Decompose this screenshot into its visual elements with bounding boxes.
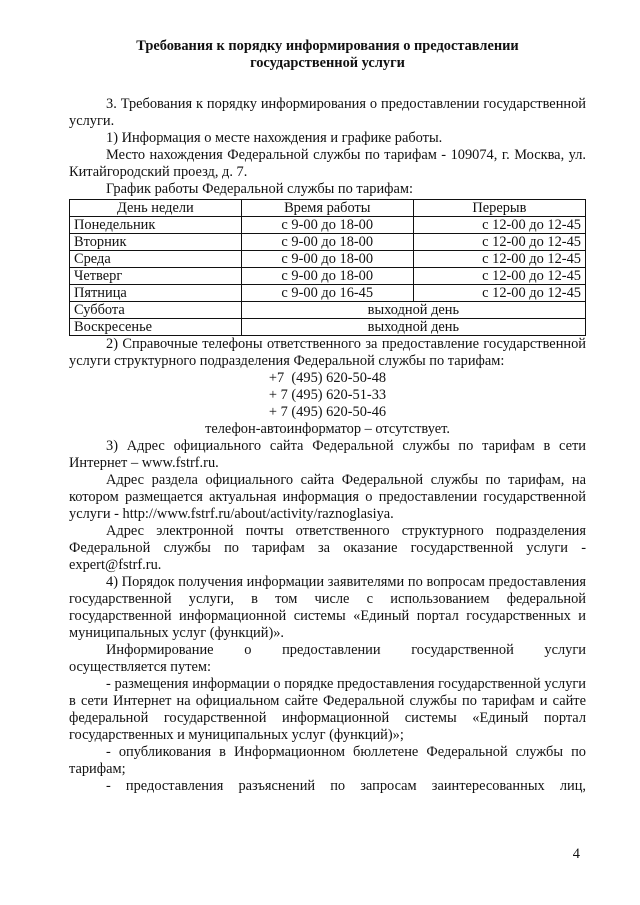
informing-line1: Информирование о предоставлении государственной услуги — [106, 642, 586, 658]
break-cell: с 12-00 до 12-45 — [413, 234, 585, 251]
day-off-cell: выходной день — [241, 302, 585, 319]
bullet-bulletin: - опубликования в Информационном бюллетене Федеральной службы по тарифам; — [69, 744, 586, 777]
schedule-header-row — [70, 200, 586, 217]
day-cell: Суббота — [70, 302, 242, 319]
bullet-website: - размещения информации о порядке предоставления государственной услуги в сети Интернет на официальном сайте Федеральной службы по тарифам и сайте федеральной государственной информационной системы «Единый портал государственных и муниципальных услуг (функций)»; — [69, 676, 586, 743]
break-cell: с 12-00 до 12-45 — [413, 268, 585, 285]
page-number: 4 — [572, 846, 580, 862]
day-cell: Пятница — [70, 285, 242, 302]
table-row — [70, 251, 586, 268]
time-cell: с 9-00 до 18-00 — [241, 251, 413, 268]
document-title-line2: государственной услуги — [250, 55, 405, 71]
day-cell: Вторник — [70, 234, 242, 251]
bullet-clarifications: - предоставления разъяснений по запросам заинтересованных лиц, — [106, 778, 586, 794]
table-row — [70, 285, 586, 302]
table-row — [70, 302, 586, 319]
phone-list — [69, 370, 586, 438]
phone-number: + 7 (495) 620-50-46 — [268, 404, 387, 420]
section-3-intro: 3. Требования к порядку информирования о предоставлении государственной услуги. — [69, 96, 586, 129]
day-cell: Четверг — [70, 268, 242, 285]
table-row — [70, 217, 586, 234]
header-day: День недели — [70, 200, 242, 217]
phones-intro: 2) Справочные телефоны ответственного за предоставление государственной услуги структурного подразделения Федеральной службы по тарифам: — [69, 336, 586, 369]
day-cell: Воскресенье — [70, 319, 242, 336]
document-title-line1: Требования к порядку информирования о предоставлении — [136, 38, 519, 54]
item-4-paragraph: 4) Порядок получения информации заявителями по вопросам предоставления государственной услуги, в том числе с использованием федеральной государственной информационной системы «Единый портал государственных и муниципальных услуг (функций)». — [69, 574, 586, 641]
table-row — [70, 319, 586, 336]
break-cell: с 12-00 до 12-45 — [413, 285, 585, 302]
table-row — [70, 234, 586, 251]
time-cell: с 9-00 до 18-00 — [241, 268, 413, 285]
autoinformer-note: телефон-автоинформатор – отсутствует. — [205, 421, 450, 437]
day-cell: Понедельник — [70, 217, 242, 234]
header-time: Время работы — [241, 200, 413, 217]
website-paragraph: 3) Адрес официального сайта Федеральной службы по тарифам в сети Интернет – www.fstrf.ru. — [69, 438, 586, 471]
time-cell: с 9-00 до 16-45 — [241, 285, 413, 302]
phone-number: + 7 (495) 620-51-33 — [268, 387, 387, 403]
item-1-heading: 1) Информация о месте нахождения и графике работы. — [106, 130, 443, 146]
table-row — [70, 268, 586, 285]
schedule-table — [69, 199, 586, 336]
time-cell: с 9-00 до 18-00 — [241, 217, 413, 234]
day-off-cell: выходной день — [241, 319, 585, 336]
section-address-paragraph: Адрес раздела официального сайта Федеральной службы по тарифам, на котором размещается актуальная информация о предоставлении государственной услуги - http://www.fstrf.ru/about/activity/raznoglasiya. — [69, 472, 586, 522]
break-cell: с 12-00 до 12-45 — [413, 217, 585, 234]
header-break: Перерыв — [413, 200, 585, 217]
location-paragraph: Место нахождения Федеральной службы по тарифам - 109074, г. Москва, ул. Китайгородский проезд, д. 7. — [69, 147, 586, 180]
schedule-caption: График работы Федеральной службы по тарифам: — [106, 181, 413, 197]
phone-number: +7 (495) 620-50-48 — [268, 370, 387, 386]
time-cell: с 9-00 до 18-00 — [241, 234, 413, 251]
informing-line2: осуществляется путем: — [69, 659, 211, 675]
document-page — [69, 38, 586, 795]
day-cell: Среда — [70, 251, 242, 268]
email-paragraph: Адрес электронной почты ответственного структурного подразделения Федеральной службы по тарифам за оказание государственной услуги - expert@fstrf.ru. — [69, 523, 586, 573]
break-cell: с 12-00 до 12-45 — [413, 251, 585, 268]
